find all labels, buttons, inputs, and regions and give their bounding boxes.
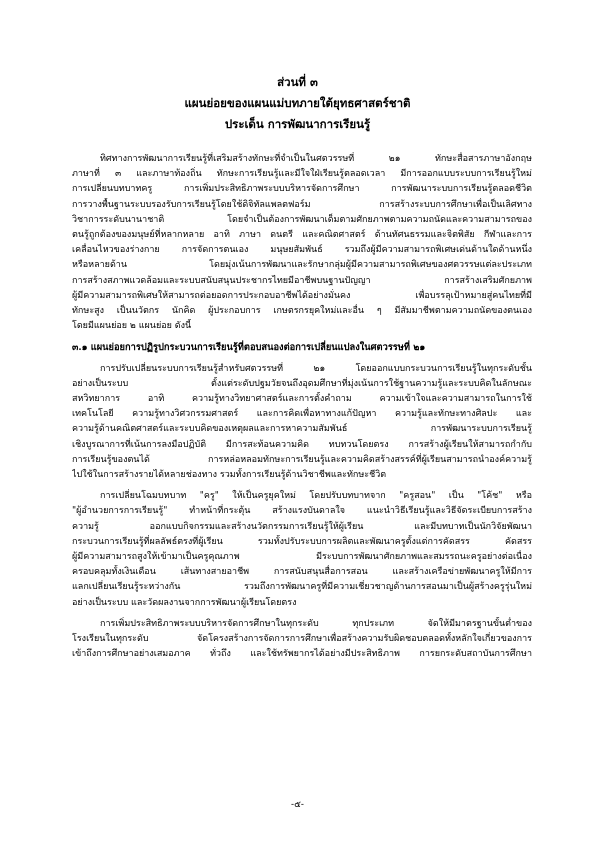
text-line: โรงเรียนในทุกระดับ จัดโครงสร้างการจัดการการศึกษาเพื่อสร้างความรับผิดชอบตลอดทั้งหลักใจเกี่ยวของการ	[72, 634, 532, 645]
text-line: กระบวนการเรียนรู้ที่ผลลัพธ์ตรงที่ผู้เรียน รวมทั้งปรับระบบการผลิตและพัฒนาครูตั้งแต่การคัดสรร คัดสรร	[72, 536, 532, 547]
paragraph-learning-system	[72, 362, 532, 484]
text-line: เข้าถึงการศึกษาอย่างเสมอภาค ทั่วถึง และใช้ทรัพยากรได้อย่างมีประสิทธิภาพ การยกระดับสถาบันการศึกษา	[72, 649, 532, 660]
text-line: การวางพื้นฐานระบบรองรับการเรียนรู้โดยใช้ดิจิทัลแพลตฟอร์ม การสร้างระบบการศึกษาเพื่อเป็นเลิศทาง	[72, 199, 532, 210]
text-line: ภาษาที่ ๓ และภาษาท้องถิ่น ทักษะการเรียนรู้และมีใจใฝ่เรียนรู้ตลอดเวลา มีการออกแบบระบบการเรียนรู้ใหม่	[72, 169, 532, 180]
title-block	[0, 72, 595, 135]
paragraph-management	[72, 617, 532, 663]
text-line: โดยมีแผนย่อย ๒ แผนย่อย ดังนี้	[72, 321, 192, 332]
text-line: การเรียนรู้ของตนได้ การหล่อหลอมทักษะการเรียนรู้และความคิดสร้างสรรค์ที่ผู้เรียนสามารถนำองค์ความรู้	[72, 454, 532, 465]
topic-title: ประเด็น การพัฒนาการเรียนรู้	[224, 117, 371, 131]
text-line: เคลื่อนไหวของร่างกาย การจัดการตนเอง มนุษยสัมพันธ์ รวมถึงผู้มีความสามารถพิเศษเด่นด้านใดด้านหนึ่ง	[72, 245, 532, 256]
page-number: -๕-	[291, 800, 304, 810]
text-line: ตนรู้ถูกต้องของมนุษย์ที่หลากหลาย อาทิ ภาษา ดนตรี และคณิตศาสตร์ ด้านทัศนธรรมและจิตพิสัย กีฬาและการ	[72, 230, 532, 241]
text-line: การปรับเปลี่ยนระบบการเรียนรู้สำหรับศตวรรษที่ ๒๑ โดยออกแบบกระบวนการเรียนรู้ในทุกระดับชั้น	[100, 363, 532, 374]
text-line: ความรู้ ออกแบบกิจกรรมและสร้างนวัตกรรมการเรียนรู้ให้ผู้เรียน และมีบทบาทเป็นนักวิจัยพัฒนา	[72, 521, 532, 532]
text-line: ครอบคลุมทั้งเงินเดือน เส้นทางสายอาชีพ การสนับสนุนสื่อการสอน และสร้างเครือข่ายพัฒนาครูให้มีการ	[72, 567, 532, 578]
text-line: การเปลี่ยนโฉมบทบาท "ครู" ให้เป็นครูยุคใหม่ โดยปรับบทบาทจาก "ครูสอน" เป็น "โค้ช" หรือ	[100, 491, 532, 502]
intro-paragraph	[72, 152, 532, 334]
text-line: อย่างเป็นระบบ ตั้งแต่ระดับปฐมวัยจนถึงอุดมศึกษาที่มุ่งเน้นการใช้ฐานความรู้และระบบคิดในลักษณะ	[72, 378, 532, 389]
paragraph-teacher-role	[72, 489, 532, 611]
text-line: ผู้มีความสามารถพิเศษให้สามารถต่อยอดการประกอบอาชีพได้อย่างมั่นคง เพื่อบรรลุเป้าหมายสู่คนไทยที่มี	[72, 290, 532, 301]
text-line: การเปลี่ยนบทบาทครู การเพิ่มประสิทธิภาพระบบบริหารจัดการศึกษา การพัฒนาระบบการเรียนรู้ตลอดชีวิต	[72, 184, 532, 195]
section-heading: ๓.๑ แผนย่อยการปฏิรูปกระบวนการเรียนรู้ที่ตอบสนองต่อการเปลี่ยนแปลงในศตวรรษที่ ๒๑	[72, 342, 426, 354]
text-line: การเพิ่มประสิทธิภาพระบบบริหารจัดการศึกษาในทุกระดับ ทุกประเภท จัดให้มีมาตรฐานขั้นต่ำของ	[100, 618, 532, 629]
text-line: ผู้มีความสามารถสูงให้เข้ามาเป็นครูคุณภาพ มีระบบการพัฒนาศักยภาพและสมรรถนะครูอย่างต่อเนื่อง	[72, 552, 532, 563]
text-line: การสร้างสภาพแวดล้อมและระบบสนับสนุนประชากรไทยมีอาชีพบนฐานปัญญา การสร้างเสริมศักยภาพ	[72, 275, 532, 286]
text-line: ทิศทางการพัฒนาการเรียนรู้ที่เสริมสร้างทักษะที่จำเป็นในศตวรรษที่ ๒๑ ทักษะสื่อสารภาษาอังกฤษ	[100, 154, 532, 164]
text-line: แลกเปลี่ยนเรียนรู้ระหว่างกัน รวมถึงการพัฒนาครูที่มีความเชี่ยวชาญด้านการสอนมาเป็นผู้สร้างครูรุ่นใหม่	[72, 582, 532, 593]
text-line: ทักษะสูง เป็นนวัตกร นักคิด ผู้ประกอบการ เกษตรกรยุคใหม่และอื่น ๆ มีสัมมาชีพตามความถนัดของตนเอง	[72, 306, 532, 317]
text-line: สหวิทยาการ อาทิ ความรู้ทางวิทยาศาสตร์และการตั้งคำถาม ความเข้าใจและความสามารถในการใช้	[72, 394, 532, 405]
text-line: เทคโนโลยี ความรู้ทางวิศวกรรมศาสตร์ และการคิดเพื่อหาทางแก้ปัญหา ความรู้และทักษะทางศิลปะ และ	[72, 409, 532, 420]
text-line: วิชาการระดับนานาชาติ โดยจำเป็นต้องการพัฒนาเด็มตามศักยภาพตามความถนัดและความสามารถของ	[72, 214, 532, 225]
text-line: ความรู้ด้านคณิตศาสตร์และระบบคิดของเหตุผลและการหาความสัมพันธ์ การพัฒนาระบบการเรียนรู้	[72, 424, 532, 435]
text-line: อย่างเป็นระบบ และวัดผลงานจากการพัฒนาผู้เรียนโดยตรง	[72, 597, 297, 608]
plan-title: แผนย่อยของแผนแม่บทภายใต้ยุทธศาสตร์ชาติ	[184, 96, 411, 110]
document-body	[72, 152, 532, 669]
text-line: "ผู้อำนวยการการเรียนรู้" ทำหน้าที่กระตุ้น สร้างแรงบันดาลใจ แนะนำวิธีเรียนรู้และวิธีจัดระเบียบการสร้าง	[72, 506, 532, 517]
text-line: หรือหลายด้าน โดยมุ่งเน้นการพัฒนาและรักษากลุ่มผู้มีความสามารถพิเศษของศตวรรษแต่ละประเภท	[72, 260, 532, 271]
part-title: ส่วนที่ ๓	[277, 75, 318, 89]
text-line: ไปใช้ในการสร้างรายได้หลายช่องทาง รวมทั้งการเรียนรู้ด้านวิชาชีพและทักษะชีวิต	[72, 470, 387, 481]
text-line: เชิงบูรณาการที่เน้นการลงมือปฏิบัติ มีการสะท้อนความคิด ทบทวนโดยตรง การสร้างผู้เรียนให้สามารถกำกับ	[72, 439, 532, 450]
